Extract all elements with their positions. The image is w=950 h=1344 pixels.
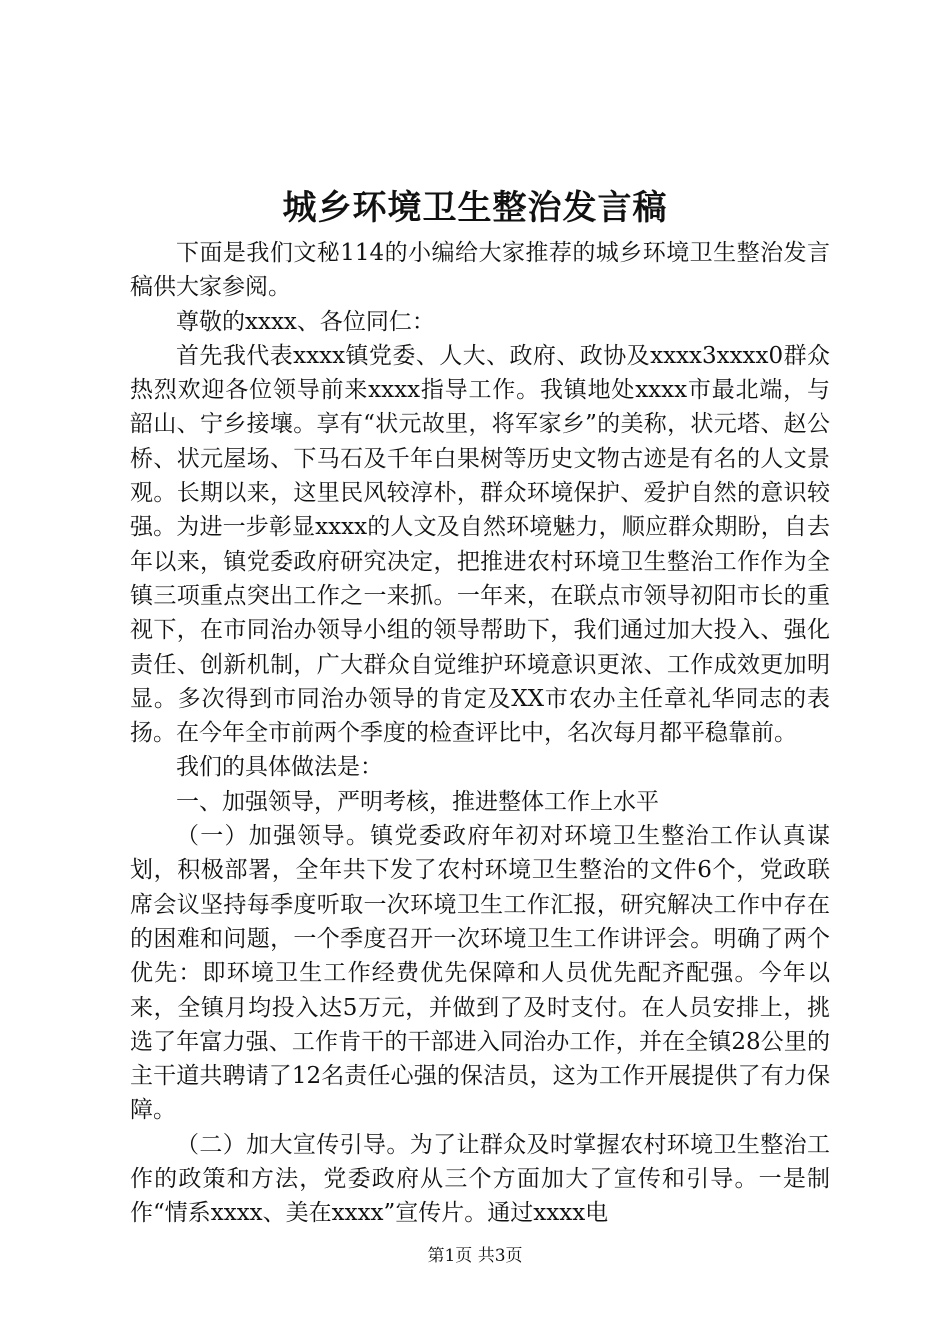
paragraph-intro: 下面是我们文秘114的小编给大家推荐的城乡环境卫生整治发言稿供大家参阅。 <box>130 240 830 301</box>
page-footer: 第1页 共3页 <box>427 1246 523 1266</box>
document-body <box>130 236 830 1231</box>
paragraph-salutation: 尊敬的xxxx、各位同仁： <box>176 308 435 335</box>
paragraph-welcome: 首先我代表xxxx镇党委、人大、政府、政协及xxxx3xxxx0群众热烈欢迎各位领导前来xxxx指导工作。我镇地处xxxx市最北端，与韶山、宁乡接壤。享有“状元故里，将军家乡”的美称，状元塔、赵公桥、状元屋场、下马石及千年白果树等历史文物古迹是有名的人文景观。长期以来，这里民风较淳朴，群众环境保护、爱护自然的意识较强。为进一步彰显xxxx的人文及自然环境魅力，顺应群众期盼，自去年以来，镇党委政府研究决定，把推进农村环境卫生整治工作作为全镇三项重点突出工作之一来抓。一年来，在联点市领导初阳市长的重视下，在市同治办领导小组的领导帮助下，我们通过加大投入、强化责任、创新机制，广大群众自觉维护环境意识更浓、工作成效更加明显。多次得到市同治办领导的肯定及XX市农办主任章礼华同志的表扬。在今年全市前两个季度的检查评比中，名次每月都平稳靠前。 <box>130 342 830 747</box>
section-heading-1: 一、加强领导，严明考核，推进整体工作上水平 <box>176 788 659 815</box>
paragraph-publicity: （二）加大宣传引导。为了让群众及时掌握农村环境卫生整治工作的政策和方法，党委政府从三个方面加大了宣传和引导。一是制作“情系xxxx、美在xxxx”宣传片。通过xxxx电 <box>130 1131 830 1227</box>
paragraph-leadership: （一）加强领导。镇党委政府年初对环境卫生整治工作认真谋划，积极部署，全年共下发了农村环境卫生整治的文件6个，党政联席会议坚持每季度听取一次环境卫生工作汇报，研究解决工作中存在的困难和问题，一个季度召开一次环境卫生工作讲评会。明确了两个优先：即环境卫生工作经费优先保障和人员优先配齐配强。今年以来，全镇月均投入达5万元，并做到了及时支付。在人员安排上，挑选了年富力强、工作肯干的干部进入同治办工作，并在全镇28公里的主干道共聘请了12名责任心强的保洁员，这为工作开展提供了有力保障。 <box>130 823 830 1124</box>
paragraph-practices-lead: 我们的具体做法是： <box>176 754 383 781</box>
document-title: 城乡环境卫生整治发言稿 <box>282 188 668 228</box>
